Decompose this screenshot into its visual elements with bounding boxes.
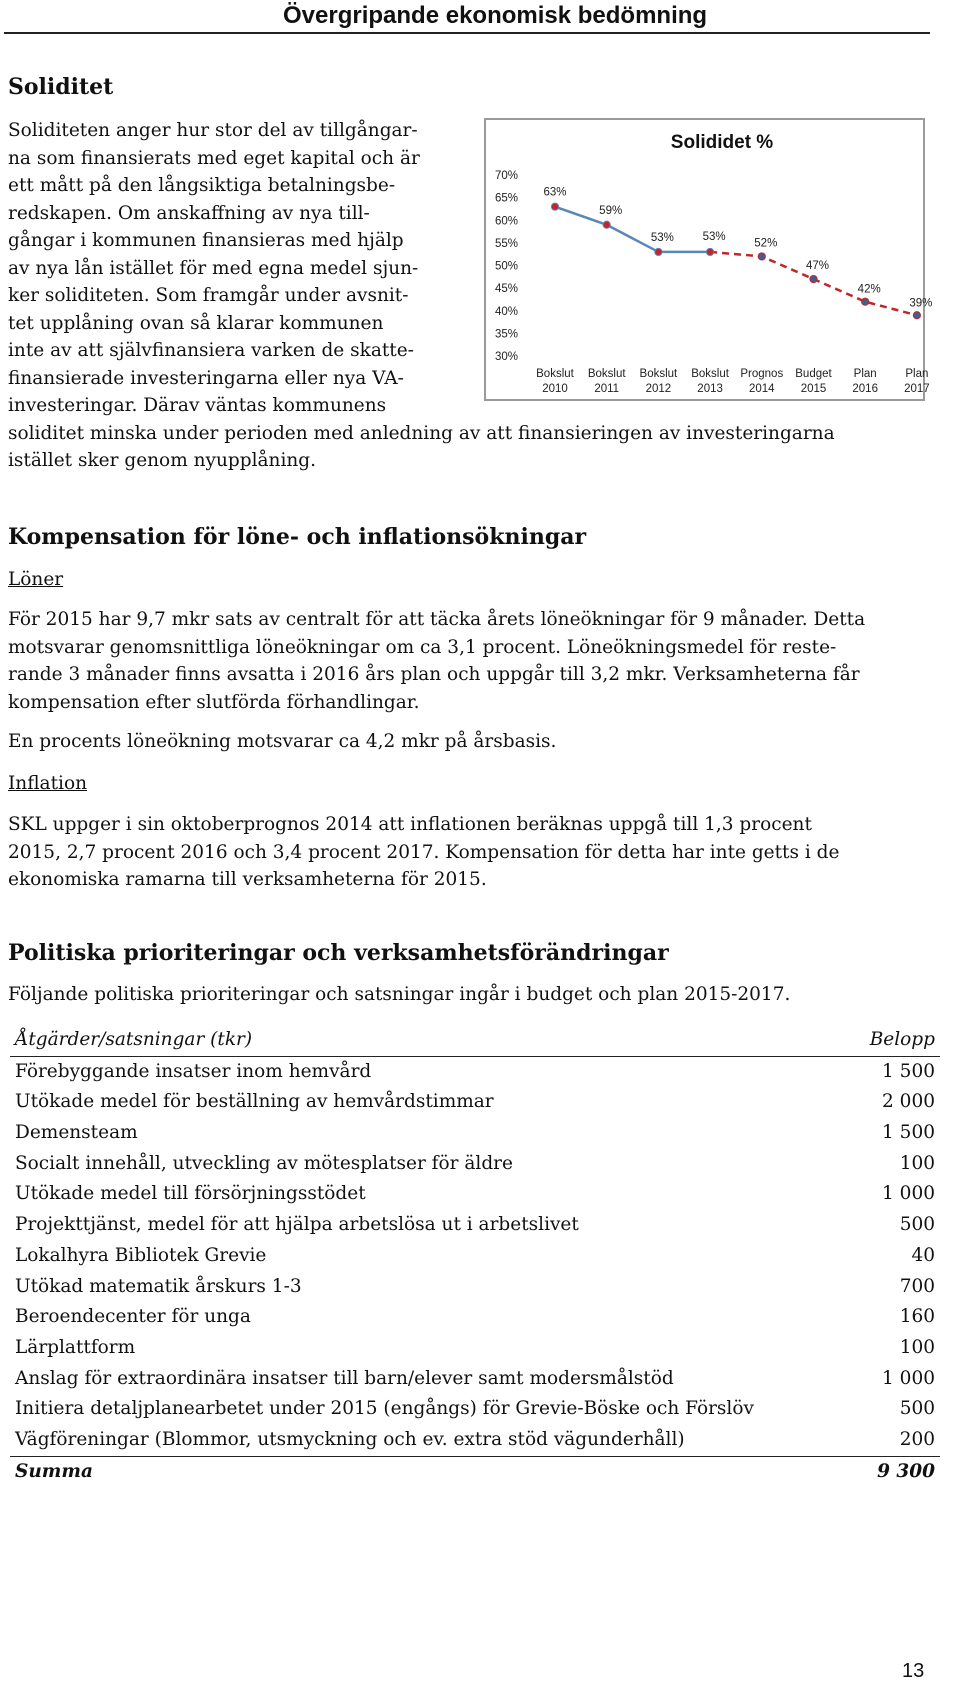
paragraph-line: För 2015 har 9,7 mkr sats av centralt för att täcka årets löneökningar för 9 månader. Detta xyxy=(8,609,866,630)
paragraph-line: redskapen. Om anskaffning av nya till- xyxy=(8,202,370,224)
table-row xyxy=(10,1179,940,1210)
y-tick-label: 40% xyxy=(494,305,518,318)
table-row-label: Socialt innehåll, utveckling av mötesplatser för äldre xyxy=(15,1152,513,1174)
header-divider xyxy=(4,32,930,34)
table-row-label: Anslag för extraordinära insatser till barn/elever samt modersmålstöd xyxy=(15,1367,674,1389)
table-row-amount: 500 xyxy=(899,1214,935,1236)
table-row xyxy=(10,1241,940,1272)
paragraph-line: tet upplåning ovan så klarar kommunen xyxy=(8,312,384,334)
table-row-amount: 40 xyxy=(911,1244,935,1266)
table-row-label: Initiera detaljplanearbetet under 2015 (engångs) för Grevie-Böske och Förslöv xyxy=(15,1398,754,1420)
table-row xyxy=(10,1272,940,1303)
data-label: 39% xyxy=(909,297,933,310)
x-tick-label: Plan xyxy=(853,368,877,380)
data-label: 63% xyxy=(543,186,567,199)
y-tick-label: 35% xyxy=(494,328,518,341)
x-tick-label: Budget xyxy=(795,368,832,380)
paragraph-line: ett mått på den långsiktiga betalningsbe- xyxy=(8,175,396,196)
table-row-label: Utökade medel till försörjningsstödet xyxy=(15,1183,366,1205)
y-tick-label: 55% xyxy=(494,237,518,250)
paragraph-line: Soliditeten anger hur stor del av tillgångar- xyxy=(8,120,418,141)
table-row-label: Utökad matematik årskurs 1-3 xyxy=(15,1275,302,1297)
paragraph-line: kompensation efter slutförda förhandlingar. xyxy=(8,691,420,713)
table-header-amount: Belopp xyxy=(869,1029,935,1050)
data-point xyxy=(603,221,610,228)
data-label: 53% xyxy=(702,230,726,243)
table-row-amount: 2 000 xyxy=(882,1091,935,1113)
table-row-amount: 160 xyxy=(899,1306,935,1328)
paragraph-line: soliditet minska under perioden med anledning av att finansieringen av investeringarna xyxy=(8,422,835,444)
politiska-intro: Följande politiska prioriteringar och satsningar ingår i budget och plan 2015-2017. xyxy=(8,984,791,1005)
table-row-label: Projekttjänst, medel för att hjälpa arbetslösa ut i arbetslivet xyxy=(15,1214,579,1236)
paragraph-line: istället sker genom nyupplåning. xyxy=(8,450,316,471)
x-tick-label: Plan xyxy=(905,368,929,380)
table-row-label: Utökade medel för beställning av hemvårdstimmar xyxy=(15,1091,494,1113)
paragraph-line: gångar i kommunen finansieras med hjälp xyxy=(8,230,404,251)
x-tick-label: 2017 xyxy=(904,383,930,395)
table-row-amount: 100 xyxy=(899,1336,935,1358)
table-row xyxy=(10,1302,940,1333)
paragraph-line: investeringar. Därav väntas kommunens xyxy=(8,395,387,416)
x-tick-label: Bokslut xyxy=(536,368,574,380)
table-row-label: Demensteam xyxy=(15,1122,138,1144)
data-label: 52% xyxy=(754,237,778,250)
page-header-title: Övergripande ekonomisk bedömning xyxy=(283,2,708,29)
data-point xyxy=(810,275,817,282)
x-tick-label: Bokslut xyxy=(691,368,729,380)
chart-title: Solididet % xyxy=(670,132,774,153)
table-row xyxy=(10,1087,940,1118)
data-label: 59% xyxy=(599,204,623,217)
x-tick-label: Bokslut xyxy=(587,368,626,380)
table-row-amount: 200 xyxy=(899,1428,935,1450)
paragraph-line: finansierade investeringarna eller nya VA- xyxy=(8,367,404,389)
y-tick-label: 45% xyxy=(494,283,518,296)
paragraph-line: rande 3 månader finns avsatta i 2016 års plan och uppgår till 3,2 mkr. Verksamheterna får xyxy=(8,664,860,685)
loner-extra-paragraph: En procents löneökning motsvarar ca 4,2 mkr på årsbasis. xyxy=(8,731,557,752)
table-row-amount: 700 xyxy=(899,1275,935,1297)
table-row xyxy=(10,1333,940,1364)
x-tick-label: 2013 xyxy=(697,383,723,395)
table-row xyxy=(10,1364,940,1395)
paragraph-line: ekonomiska ramarna till verksamheterna för 2015. xyxy=(8,869,487,890)
y-tick-label: 30% xyxy=(494,351,518,363)
table-row xyxy=(10,1210,940,1241)
data-point xyxy=(862,298,869,305)
table-row-label: Förebyggande insatser inom hemvård xyxy=(15,1060,372,1082)
paragraph-line: SKL uppger i sin oktoberprognos 2014 att inflationen beräknas uppgå till 1,3 procent xyxy=(8,814,812,835)
table-row xyxy=(10,1118,940,1149)
paragraph-line: 2015, 2,7 procent 2016 och 3,4 procent 2017. Kompensation för detta har inte getts i de xyxy=(8,841,840,863)
paragraph-line: na som finansierats med eget kapital och är xyxy=(8,147,420,169)
y-tick-label: 60% xyxy=(494,215,518,228)
table-body xyxy=(10,1057,940,1456)
politiska-heading: Politiska prioriteringar och verksamhetsförändringar xyxy=(8,940,669,966)
soliditet-heading: Soliditet xyxy=(8,74,114,100)
page-number: 13 xyxy=(902,1660,925,1682)
table-row xyxy=(10,1149,940,1180)
table-row-amount: 1 500 xyxy=(882,1060,935,1082)
table-row-amount: 1 500 xyxy=(882,1122,935,1144)
actual-series-line xyxy=(555,204,710,252)
table-header-row xyxy=(10,1025,940,1057)
data-point xyxy=(758,253,765,260)
table-row-amount: 500 xyxy=(899,1398,935,1420)
x-tick-label: Prognos xyxy=(740,368,784,380)
paragraph-line: inte av att självfinansiera varken de skatte- xyxy=(8,340,414,361)
table-row-amount: 100 xyxy=(899,1152,935,1174)
y-tick-label: 50% xyxy=(494,260,518,273)
loner-subheading: Löner xyxy=(8,569,64,590)
table-row-label: Lärplattform xyxy=(15,1336,136,1358)
x-tick-label: 2014 xyxy=(749,383,775,395)
data-point xyxy=(913,312,920,319)
table-row xyxy=(10,1394,940,1425)
x-tick-label: 2012 xyxy=(645,383,672,395)
paragraph-line: av nya lån istället för med egna medel sjun- xyxy=(8,257,419,279)
x-tick-label: 2011 xyxy=(594,383,620,395)
table-total-label: Summa xyxy=(15,1460,93,1482)
data-point xyxy=(655,248,662,255)
data-label: 53% xyxy=(650,231,674,244)
table-row-amount: 1 000 xyxy=(882,1183,935,1205)
x-tick-label: 2010 xyxy=(542,383,568,395)
data-label: 42% xyxy=(857,283,881,296)
table-row-label: Beroendecenter för unga xyxy=(15,1306,251,1328)
x-tick-label: 2016 xyxy=(852,383,878,395)
table-row-label: Lokalhyra Bibliotek Grevie xyxy=(15,1244,267,1266)
y-tick-label: 65% xyxy=(494,192,518,205)
kompensation-heading: Kompensation för löne- och inflationsökningar xyxy=(8,524,587,550)
soliditet-line-chart xyxy=(486,120,933,399)
y-tick-label: 70% xyxy=(494,170,518,182)
soliditet-chart xyxy=(484,118,933,401)
table-row-amount: 1 000 xyxy=(882,1367,935,1389)
table-row xyxy=(10,1057,940,1088)
table-total-row xyxy=(10,1456,940,1488)
table-row-label: Vägföreningar (Blommor, utsmyckning och ev. extra stöd vägunderhåll) xyxy=(15,1428,685,1450)
prioriteringar-table xyxy=(10,1025,940,1487)
x-tick-label: Bokslut xyxy=(639,368,678,380)
data-label: 47% xyxy=(805,260,830,273)
table-header-label: Åtgärder/satsningar (tkr) xyxy=(15,1029,253,1050)
data-point xyxy=(551,203,558,210)
paragraph-line: motsvarar genomsnittliga löneökningar om ca 3,1 procent. Löneökningsmedel för reste- xyxy=(8,636,837,658)
x-tick-label: 2015 xyxy=(800,383,827,395)
table-total-amount: 9 300 xyxy=(877,1460,935,1482)
data-point xyxy=(707,248,714,255)
inflation-subheading: Inflation xyxy=(8,773,87,794)
paragraph-line: ker soliditeten. Som framgår under avsnit- xyxy=(8,285,409,306)
table-row xyxy=(10,1425,940,1456)
